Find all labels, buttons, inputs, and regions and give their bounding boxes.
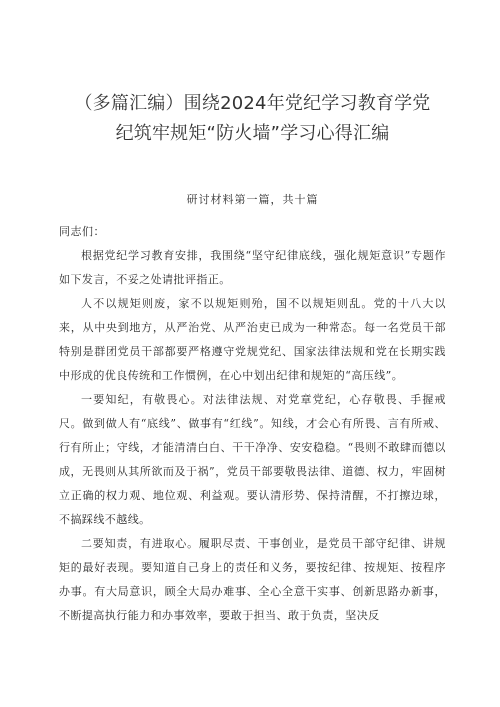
paragraph-intro: 根据党纪学习教育安排，我围绕“坚守纪律底线，强化规矩意识”专题作如下发言，不妥之处请批评指正。 — [59, 249, 446, 286]
greeting: 同志们： — [59, 225, 105, 238]
document-title — [59, 0, 446, 149]
paragraph-point-two: 二要知责，有进取心。履职尽责、干事创业，是党员干部守纪律、讲规矩的最好表现。要知道自己身上的责任和义务，要按纪律、按规矩、按程序办事。有大局意识，顾全大局办难事、全心全意干实事、创新思路办新事，不断提高执行能力和办事效率，要敢于担当、敢于负责，坚决反 — [59, 537, 446, 622]
document-subtitle: 研讨材料第一篇，共十篇 — [186, 193, 319, 206]
paragraph-rules: 人不以规矩则废，家不以规矩则殆，国不以规矩则乱。党的十八大以来，从中央到地方，从严治党、从严治吏已成为一种常态。每一名党员干部特别是群团党员干部都要严格遵守党规党纪、国家法律法规和党在长期实践中形成的优良传统和工作惯例，在心中划出纪律和规矩的“高压线”。 — [59, 297, 446, 382]
title-line-2: 纪筑牢规矩“防火墙”学习心得汇编 — [115, 123, 390, 144]
paragraph-point-one: 一要知纪，有敬畏心。对法律法规、对党章党纪，心存敬畏、手握戒尺。做到做人有“底线”、做事有“红线”。知线，才会心有所畏、言有所戒、行有所止；守线，才能清清白白、干干净净、安安稳稳。“畏则不敢肆而德以成，无畏则从其所欲而及于祸”，党员干部要敬畏法律、道德、权力，牢固树立正确的权力观、地位观、利益观。要认清形势、保持清醒，不打擦边球，不搞踩线不越线。 — [59, 393, 446, 526]
title-line-1: （多篇汇编）围绕2024年党纪学习教育学党 — [74, 93, 431, 114]
